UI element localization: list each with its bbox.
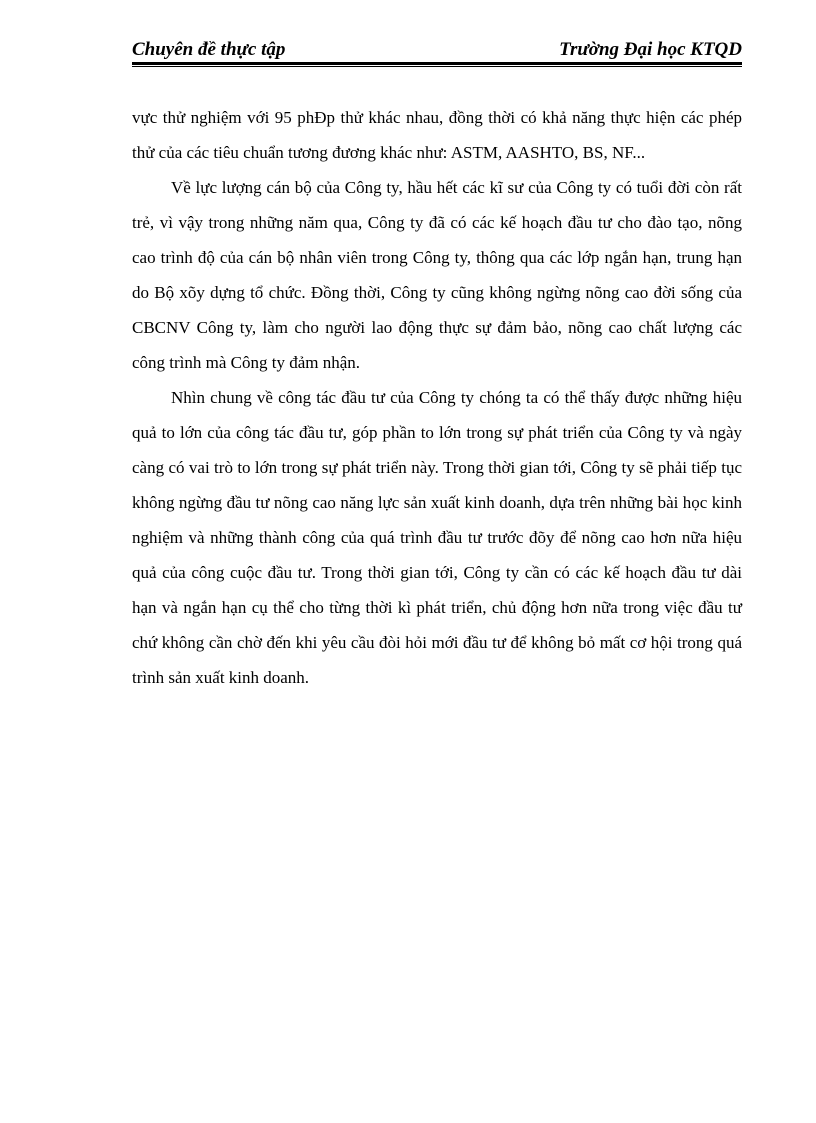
header-document-title: Chuyên đề thực tập xyxy=(132,39,286,60)
page-header xyxy=(132,38,742,62)
header-rule-thin xyxy=(132,66,742,67)
document-body xyxy=(132,100,742,695)
paragraph-investment-summary: Nhìn chung về công tác đầu tư của Công ty chóng ta có thể thấy được những hiệu quả to lớn của công tác đầu tư, góp phần to lớn trong sự phát triển của Công ty và ngày càng có vai trò to lớn trong sự phát triển này. Trong thời gian tới, Công ty sẽ phải tiếp tục không ngừng đầu tư nõng cao năng lực sản xuất kinh doanh, dựa trên những bài học kinh nghiệm và những thành công của quá trình đầu tư trước đõy để nõng cao hơn nữa hiệu quả của công cuộc đầu tư. Trong thời gian tới, Công ty cần có các kế hoạch đầu tư dài hạn và ngắn hạn cụ thể cho từng thời kì phát triển, chủ động hơn nữa trong việc đầu tư chứ không cần chờ đến khi yêu cầu đòi hỏi mới đầu tư để không bỏ mất cơ hội trong quá trình sản xuất kinh doanh. xyxy=(132,388,742,687)
header-university-name: Trường Đại học KTQD xyxy=(559,39,742,60)
paragraph-staff: Về lực lượng cán bộ của Công ty, hầu hết các kĩ sư của Công ty có tuổi đời còn rất trẻ, vì vậy trong những năm qua, Công ty đã có các kế hoạch đầu tư cho đào tạo, nõng cao trình độ của cán bộ nhân viên trong Công ty, thông qua các lớp ngắn hạn, trung hạn do Bộ xõy dựng tổ chức. Đồng thời, Công ty cũng không ngừng nõng cao đời sống của CBCNV Công ty, làm cho người lao động thực sự đảm bảo, nõng cao chất lượng các công trình mà Công ty đảm nhận. xyxy=(132,178,742,372)
header-rule-thick xyxy=(132,62,742,65)
paragraph-continuation: vực thử nghiệm với 95 phĐp thử khác nhau, đồng thời có khả năng thực hiện các phép thử của các tiêu chuẩn tương đương khác như: ASTM, AASHTO, BS, NF... xyxy=(132,108,742,162)
